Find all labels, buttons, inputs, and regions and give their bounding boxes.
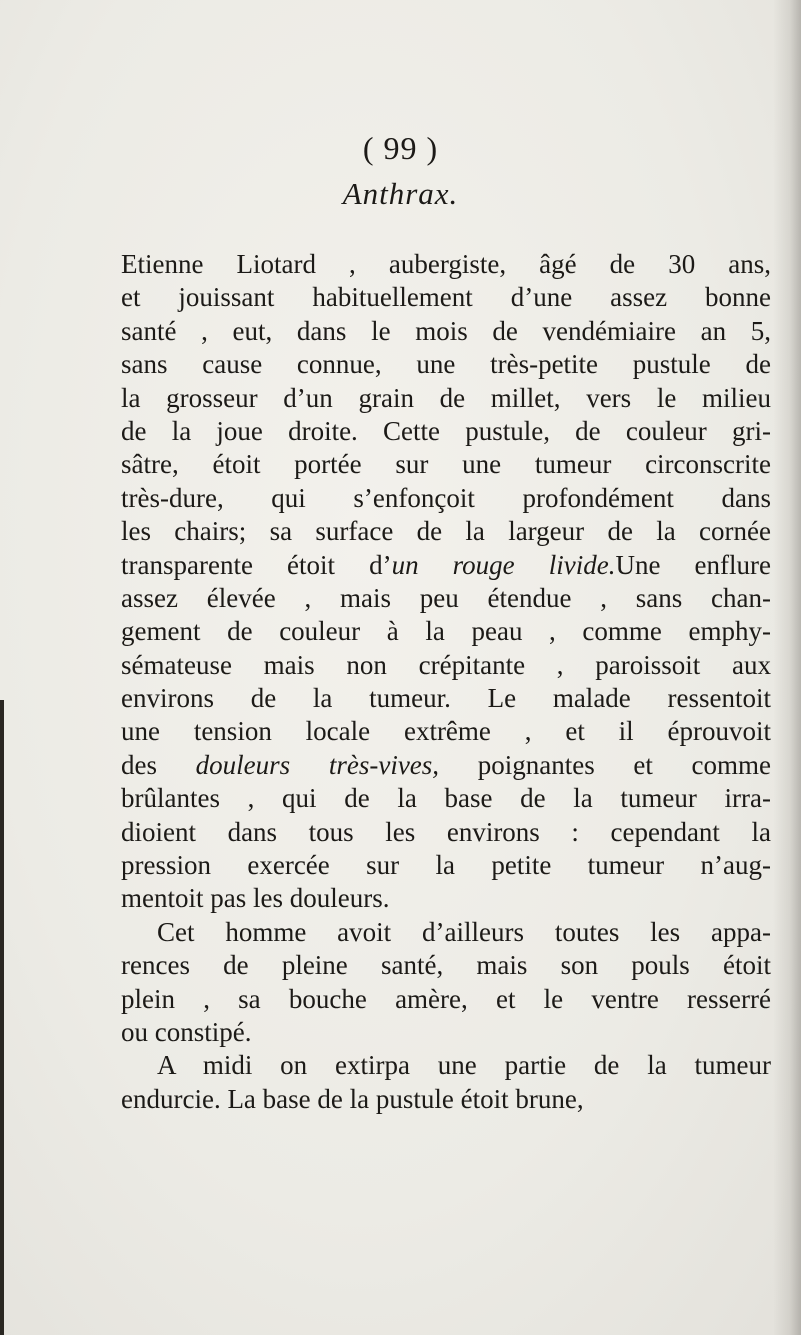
text-run: transparente étoit d’	[121, 549, 392, 580]
text-line	[121, 682, 771, 715]
text-line	[121, 515, 771, 548]
text-run: la grosseur d’un grain de millet, vers le milieu	[121, 382, 771, 413]
text-line	[121, 749, 771, 782]
body-text	[121, 248, 771, 1116]
text-line	[121, 849, 771, 882]
text-line	[121, 315, 771, 348]
text-run: Une enflure	[615, 549, 771, 580]
text-run: environs de la tumeur. Le malade ressentoit	[121, 683, 771, 714]
text-line	[121, 1083, 771, 1116]
text-run: gement de couleur à la peau , comme emphy-	[121, 616, 771, 647]
text-line	[121, 782, 771, 815]
text-line	[121, 916, 771, 949]
text-line	[121, 248, 771, 281]
text-run: sémateuse mais non crépitante , paroissoit aux	[121, 649, 771, 680]
text-run: sans cause connue, une très-petite pustule de	[121, 349, 771, 380]
text-line	[121, 715, 771, 748]
text-run: Etienne Liotard , aubergiste, âgé de 30 ans,	[121, 249, 771, 279]
text-line	[121, 415, 771, 448]
text-line	[121, 348, 771, 381]
text-run: rences de pleine santé, mais son pouls étoit	[121, 950, 771, 981]
text-line	[121, 882, 771, 915]
page-number: ( 99 )	[362, 130, 439, 166]
text-run: poignantes et comme	[439, 749, 771, 780]
text-run: dioient dans tous les environs : cependant la	[121, 816, 771, 847]
text-line	[121, 281, 771, 314]
text-line	[121, 582, 771, 615]
text-run: une tension locale extrême , et il éprouvoit	[121, 716, 771, 747]
text-run: pression exercée sur la petite tumeur n’aug-	[121, 850, 771, 881]
section-title: Anthrax.	[342, 176, 459, 211]
text-run: et jouissant habituellement d’une assez bonne	[121, 282, 771, 313]
text-line	[121, 1049, 771, 1082]
text-line	[121, 983, 771, 1016]
text-run: les chairs; sa surface de la largeur de la cornée	[121, 516, 771, 547]
text-line	[121, 649, 771, 682]
text-line	[121, 382, 771, 415]
text-run: Cet homme avoit d’ailleurs toutes les appa-	[157, 916, 771, 947]
text-run: assez élevée , mais peu étendue , sans chan-	[121, 582, 771, 613]
text-line	[121, 549, 771, 582]
text-run: brûlantes , qui de la base de la tumeur irra-	[121, 783, 771, 814]
italic-text: un rouge livide.	[391, 549, 616, 580]
text-run: plein , sa bouche amère, et le ventre resserré	[121, 983, 771, 1014]
text-run: sâtre, étoit portée sur une tumeur circonscrite	[121, 449, 771, 480]
text-run: A midi on extirpa une partie de la tumeur	[157, 1050, 771, 1081]
italic-text: douleurs très-vives,	[195, 749, 440, 780]
text-run: très-dure, qui s’enfonçoit profondément dans	[121, 482, 771, 513]
text-run: des	[121, 749, 196, 780]
text-run: de la joue droite. Cette pustule, de couleur gri-	[121, 415, 771, 446]
text-run: endurcie. La base de la pustule étoit brune,	[121, 1083, 584, 1114]
text-line	[121, 615, 771, 648]
text-run: ou constipé.	[121, 1016, 252, 1047]
text-line	[121, 816, 771, 849]
text-line	[121, 949, 771, 982]
text-run: santé , eut, dans le mois de vendémiaire an 5,	[121, 315, 771, 346]
text-run: mentoit pas les douleurs.	[121, 883, 390, 914]
text-line	[121, 482, 771, 515]
text-line	[121, 1016, 771, 1049]
binding-edge	[0, 700, 4, 1335]
text-line	[121, 448, 771, 481]
